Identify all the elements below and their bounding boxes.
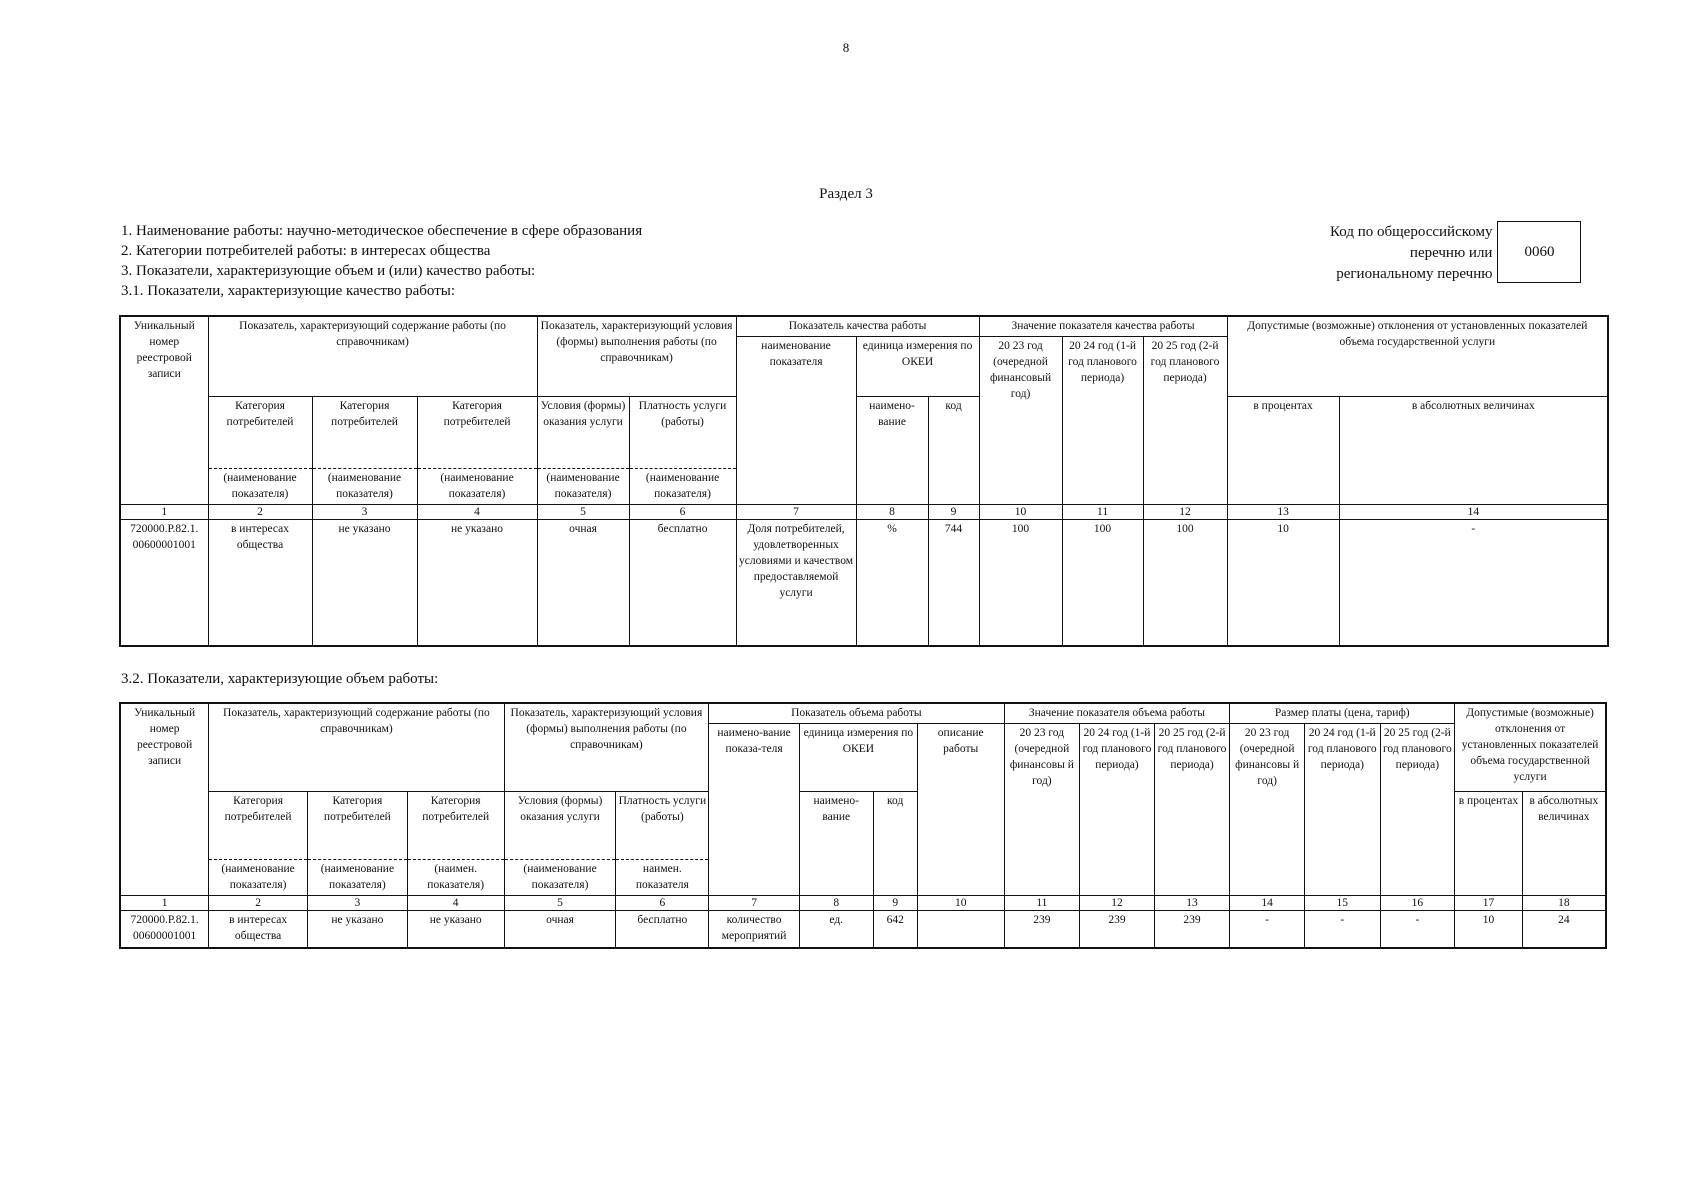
header-unit-name: наимено-вание [856, 396, 928, 504]
column-number: 4 [407, 895, 504, 910]
header-year-2025: 20 25 год (2-й год планового периода) [1154, 723, 1230, 895]
header-service-payment: Платность услуги (работы) [629, 396, 736, 468]
cell-consumer-category: в интересах общества [209, 910, 308, 948]
column-number: 8 [856, 504, 928, 519]
sub-indicator-name: (наименование показателя) [209, 859, 308, 895]
column-number: 4 [417, 504, 537, 519]
sub-indicator-name: (наименование показателя) [307, 859, 407, 895]
header-unit-name: наимено-вание [799, 791, 873, 895]
registry-code-block [1330, 221, 1581, 285]
header-volume-indicator: Показатель объема работы [709, 703, 1004, 723]
cell-deviation-absolute: - [1339, 519, 1608, 646]
header-deviation-percent: в процентах [1455, 791, 1523, 895]
column-number: 10 [979, 504, 1062, 519]
header-quality-indicator: Показатель качества работы [736, 316, 979, 336]
cell-deviation-percent: 10 [1455, 910, 1523, 948]
header-indicator-name: наименование показателя [736, 336, 856, 504]
header-quality-value: Значение показателя качества работы [979, 316, 1227, 336]
header-deviation: Допустимые (возможные) отклонения от установленных показателей объема государственной услуги [1455, 703, 1606, 791]
header-unit-code: код [873, 791, 917, 895]
header-year-2023: 20 23 год (очередной финансовый год) [979, 336, 1062, 504]
header-deviation-percent: в процентах [1227, 396, 1339, 504]
volume-table [119, 702, 1607, 949]
sub-indicator-name: (наименование показателя) [417, 468, 537, 504]
column-number: 16 [1380, 895, 1455, 910]
column-number: 11 [1062, 504, 1143, 519]
quality-indicators-title: 3.1. Показатели, характеризующие качество работы: [121, 283, 455, 299]
table-row [120, 519, 1608, 646]
header-deviation: Допустимые (возможные) отклонения от установленных показателей объема государственной услуги [1227, 316, 1608, 396]
registry-code-label: Код по общероссийскому перечню или региональному перечню [1330, 224, 1493, 282]
sub-indicator-name: наимен. показателя [616, 859, 709, 895]
cell-indicator-name: Доля потребителей, удовлетворенных условиями и качеством предоставляемой услуги [736, 519, 856, 646]
column-number: 11 [1004, 895, 1080, 910]
cell-consumer-category: в интересах общества [208, 519, 312, 646]
header-consumer-category-3: Категория потребителей [417, 396, 537, 468]
work-name-line: 1. Наименование работы: научно-методическое обеспечение в сфере образования [121, 223, 643, 239]
header-fee: Размер платы (цена, тариф) [1230, 703, 1455, 723]
column-number: 18 [1522, 895, 1606, 910]
cell-service-payment: бесплатно [616, 910, 709, 948]
cell-service-payment: бесплатно [629, 519, 736, 646]
registry-code-value: 0060 [1497, 221, 1581, 283]
column-number: 2 [209, 895, 308, 910]
header-fee-2025: 20 25 год (2-й год планового периода) [1380, 723, 1455, 895]
section-title: Раздел 3 [819, 186, 873, 202]
column-number: 12 [1143, 504, 1227, 519]
header-indicator-name: наимено-вание показа-теля [709, 723, 800, 895]
header-consumer-category-2: Категория потребителей [307, 791, 407, 859]
header-service-form: Условия (формы) оказания услуги [537, 396, 629, 468]
column-number: 17 [1455, 895, 1523, 910]
header-consumer-category-1: Категория потребителей [208, 396, 312, 468]
column-number: 1 [120, 895, 209, 910]
header-deviation-absolute: в абсолютных величинах [1339, 396, 1608, 504]
header-conditions-indicator: Показатель, характеризующий условия (формы) выполнения работы (по справочникам) [537, 316, 736, 396]
header-content-indicator: Показатель, характеризующий содержание работы (по справочникам) [209, 703, 504, 791]
column-number: 9 [928, 504, 979, 519]
header-deviation-absolute: в абсолютных величинах [1522, 791, 1606, 895]
sub-indicator-name: (наименование показателя) [312, 468, 417, 504]
cell-value-2025: 100 [1143, 519, 1227, 646]
header-unit: единица измерения по ОКЕИ [856, 336, 979, 396]
column-number: 6 [629, 504, 736, 519]
column-number: 9 [873, 895, 917, 910]
column-number: 15 [1304, 895, 1380, 910]
header-content-indicator: Показатель, характеризующий содержание работы (по справочникам) [208, 316, 537, 396]
header-year-2023: 20 23 год (очередной финансовы й год) [1004, 723, 1080, 895]
column-number: 5 [504, 895, 616, 910]
column-number: 6 [616, 895, 709, 910]
header-service-form: Условия (формы) оказания услуги [504, 791, 616, 859]
cell-category-2: не указано [312, 519, 417, 646]
cell-unit-name: % [856, 519, 928, 646]
header-conditions-indicator: Показатель, характеризующий условия (формы) выполнения работы (по справочникам) [504, 703, 709, 791]
header-consumer-category-3: Категория потребителей [407, 791, 504, 859]
volume-indicators-title: 3.2. Показатели, характеризующие объем работы: [121, 671, 439, 687]
indicators-line: 3. Показатели, характеризующие объем и (или) качество работы: [121, 263, 536, 279]
sub-indicator-name: (наименование показателя) [208, 468, 312, 504]
cell-fee-2024: - [1304, 910, 1380, 948]
header-consumer-category-1: Категория потребителей [209, 791, 308, 859]
cell-unit-code: 642 [873, 910, 917, 948]
column-number: 3 [312, 504, 417, 519]
cell-value-2024: 100 [1062, 519, 1143, 646]
cell-category-2: не указано [307, 910, 407, 948]
header-fee-2024: 20 24 год (1-й год планового периода) [1304, 723, 1380, 895]
cell-value-2023: 100 [979, 519, 1062, 646]
cell-work-description [917, 910, 1004, 948]
column-number: 14 [1230, 895, 1305, 910]
cell-deviation-absolute: 24 [1522, 910, 1606, 948]
cell-unit-name: ед. [799, 910, 873, 948]
header-year-2025: 20 25 год (2-й год планового периода) [1143, 336, 1227, 504]
column-number: 2 [208, 504, 312, 519]
cell-deviation-percent: 10 [1227, 519, 1339, 646]
column-number: 13 [1154, 895, 1230, 910]
cell-indicator-name: количество мероприятий [709, 910, 800, 948]
cell-category-3: не указано [407, 910, 504, 948]
header-fee-2023: 20 23 год (очередной финансовы й год) [1230, 723, 1305, 895]
page-number: 8 [842, 40, 850, 55]
cell-unit-code: 744 [928, 519, 979, 646]
column-number: 13 [1227, 504, 1339, 519]
header-unit-code: код [928, 396, 979, 504]
column-number: 14 [1339, 504, 1608, 519]
column-number: 7 [736, 504, 856, 519]
cell-service-form: очная [537, 519, 629, 646]
column-number: 7 [709, 895, 800, 910]
cell-value-2024: 239 [1080, 910, 1155, 948]
header-volume-value: Значение показателя объема работы [1004, 703, 1230, 723]
sub-indicator-name: (наименование показателя) [629, 468, 736, 504]
column-number: 5 [537, 504, 629, 519]
cell-fee-2023: - [1230, 910, 1305, 948]
sub-indicator-name: (наименование показателя) [504, 859, 616, 895]
cell-fee-2025: - [1380, 910, 1455, 948]
cell-service-form: очная [504, 910, 616, 948]
header-unique-number: Уникальный номер реестровой записи [120, 703, 209, 895]
header-year-2024: 20 24 год (1-й год планового периода) [1062, 336, 1143, 504]
header-year-2024: 20 24 год (1-й год планового периода) [1080, 723, 1155, 895]
column-number: 12 [1080, 895, 1155, 910]
cell-value-2023: 239 [1004, 910, 1080, 948]
sub-indicator-name: (наимен. показателя) [407, 859, 504, 895]
cell-category-3: не указано [417, 519, 537, 646]
header-unique-number: Уникальный номер реестровой записи [120, 316, 208, 504]
column-number: 1 [120, 504, 208, 519]
intro-block [121, 221, 642, 301]
consumer-category-line: 2. Категории потребителей работы: в интересах общества [121, 243, 491, 259]
header-unit: единица измерения по ОКЕИ [799, 723, 917, 791]
column-number: 3 [307, 895, 407, 910]
column-number: 10 [917, 895, 1004, 910]
header-work-description: описание работы [917, 723, 1004, 895]
cell-registry-number: 720000.Р.82.1. 00600001001 [120, 519, 208, 646]
table-row [120, 910, 1606, 948]
header-service-payment: Платность услуги (работы) [616, 791, 709, 859]
header-consumer-category-2: Категория потребителей [312, 396, 417, 468]
quality-table [119, 315, 1609, 647]
cell-value-2025: 239 [1154, 910, 1230, 948]
cell-registry-number: 720000.Р.82.1. 00600001001 [120, 910, 209, 948]
sub-indicator-name: (наименование показателя) [537, 468, 629, 504]
column-number: 8 [799, 895, 873, 910]
